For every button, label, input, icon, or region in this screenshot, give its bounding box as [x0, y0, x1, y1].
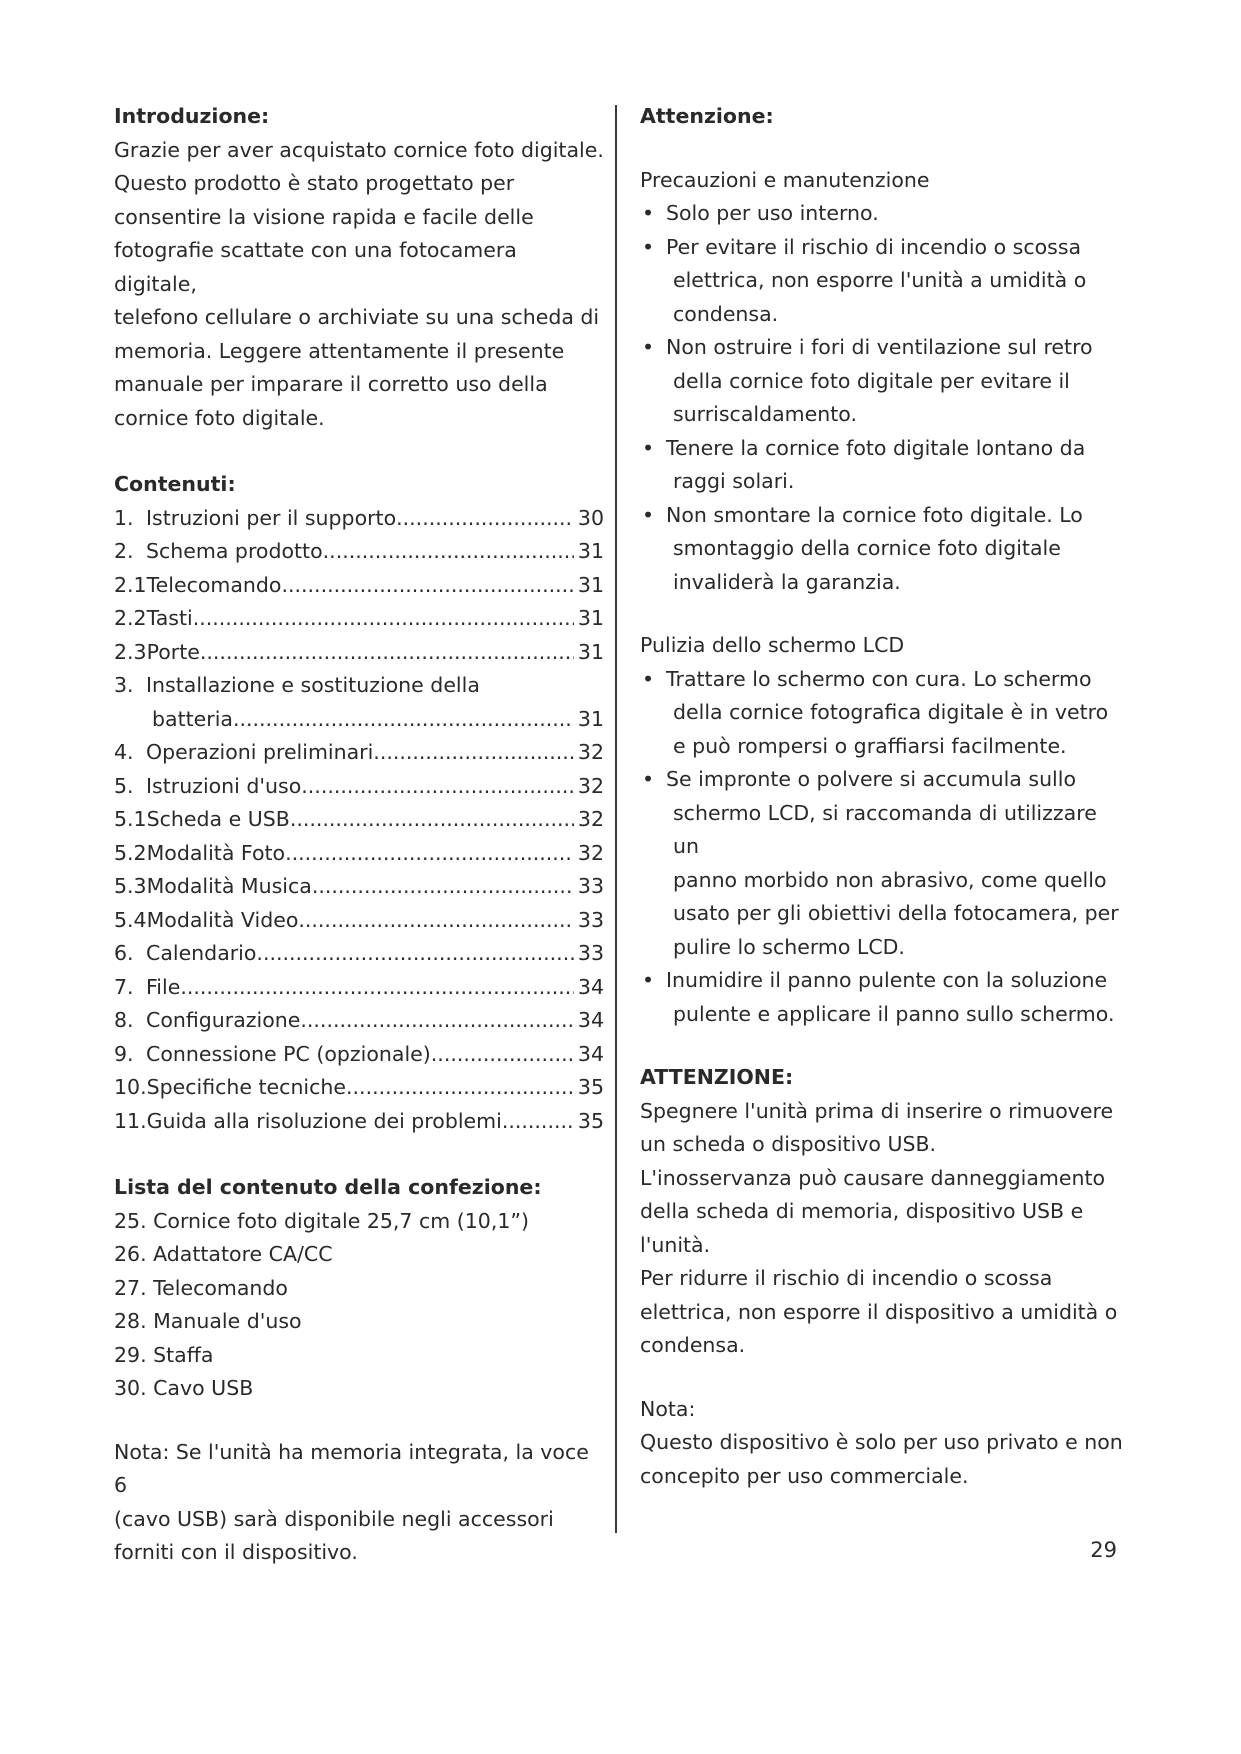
- warning-heading: Attenzione:: [640, 104, 774, 128]
- toc-label: File: [146, 974, 181, 999]
- toc-page-number: 32: [577, 840, 604, 865]
- lcd-cleaning-item: [640, 763, 1125, 964]
- toc-number: 4.: [114, 740, 134, 764]
- toc-number: 5.: [114, 773, 134, 798]
- private-use-note: [640, 1426, 1125, 1493]
- intro-line: telefono cellulare o archiviate su una scheda di: [114, 305, 600, 329]
- toc-entry: [114, 803, 604, 837]
- contents-heading: Contenuti:: [114, 472, 236, 496]
- lcd-cleaning-item: [640, 964, 1125, 1031]
- lcd-cleaning-title: Pulizia dello schermo LCD: [640, 633, 905, 657]
- toc-label: Tasti: [146, 606, 193, 630]
- package-item: 29. Staffa: [114, 1342, 214, 1367]
- bullet-line: e può rompersi o graffiarsi facilmente.: [673, 733, 1067, 758]
- toc-page-number: 33: [577, 907, 604, 932]
- bullet-line: Trattare lo schermo con cura. Lo schermo: [666, 666, 1092, 691]
- toc-number: 1.: [114, 505, 134, 530]
- toc-entry: [114, 937, 604, 971]
- toc-label: Modalità Video: [146, 907, 299, 932]
- precaution-item: [640, 231, 1125, 332]
- toc-page-number: 32: [577, 807, 604, 831]
- note-line: Questo dispositivo è solo per uso privato e non: [640, 1430, 1123, 1454]
- note-line: (cavo USB) sarà disponibile negli accessori: [114, 1506, 554, 1531]
- package-item: 25. Cornice foto digitale 25,7 cm (10,1”): [114, 1208, 530, 1233]
- toc-leader-dots: [193, 602, 574, 636]
- toc-entry: [114, 1071, 604, 1105]
- accessories-note: [114, 1436, 604, 1570]
- bullet-icon: •: [642, 435, 655, 460]
- intro-line: Grazie per aver acquistato cornice foto digitale.: [114, 137, 604, 162]
- package-item: 27. Telecomando: [114, 1275, 288, 1300]
- toc-label: Porte: [146, 639, 200, 664]
- intro-heading: Introduzione:: [114, 104, 270, 128]
- toc-label: Scheda e USB: [146, 807, 290, 831]
- toc-page-number: 35: [577, 1075, 604, 1099]
- bullet-icon: •: [642, 767, 655, 791]
- bullet-line: elettrica, non esporre l'unità a umidità o: [673, 268, 1087, 292]
- toc-label: Calendario: [146, 941, 257, 965]
- bullet-line: Non ostruire i fori di ventilazione sul retro: [666, 335, 1093, 359]
- toc-page-number: 30: [577, 505, 604, 530]
- toc-label: Istruzioni d'uso: [146, 773, 302, 798]
- toc-number: 2.2: [114, 606, 147, 630]
- bullet-icon: •: [642, 968, 655, 992]
- toc-label: Istruzioni per il supporto: [146, 505, 397, 530]
- bullet-icon: •: [642, 335, 655, 359]
- bullet-line: condensa.: [673, 301, 779, 326]
- caution-line: della scheda di memoria, dispositivo USB e: [640, 1199, 1084, 1223]
- toc-label: Specifiche tecniche: [146, 1075, 347, 1099]
- toc-entry: [114, 569, 604, 603]
- bullet-icon: •: [642, 502, 655, 527]
- intro-line: Questo prodotto è stato progettato per: [114, 171, 515, 195]
- toc-page-number: 31: [577, 539, 604, 563]
- precaution-item: [640, 197, 1125, 231]
- intro-line: fotografie scattate con una fotocamera digitale,: [114, 238, 517, 296]
- bullet-line: Non smontare la cornice foto digitale. Lo: [666, 502, 1083, 527]
- toc-entry: [114, 669, 604, 703]
- toc-page-number: 32: [577, 773, 604, 798]
- toc-number: 10.: [114, 1075, 147, 1099]
- toc-number: 11.: [114, 1108, 147, 1133]
- package-item: 28. Manuale d'uso: [114, 1309, 302, 1333]
- bullet-line: usato per gli obiettivi della fotocamera, per: [673, 901, 1119, 925]
- package-contents-list: [114, 1205, 604, 1406]
- toc-page-number: 31: [577, 572, 604, 597]
- left-column: [114, 100, 604, 1570]
- toc-number: 9.: [114, 1041, 134, 1066]
- bullet-icon: •: [642, 201, 655, 225]
- toc-label: batteria: [152, 706, 233, 731]
- caution-line: Per ridurre il rischio di incendio o scossa: [640, 1266, 1053, 1290]
- toc-entry: [114, 1004, 604, 1038]
- toc-entry: [114, 502, 604, 536]
- bullet-icon: •: [642, 234, 655, 259]
- toc-label: Connessione PC (opzionale): [146, 1041, 431, 1066]
- toc-leader-dots: [301, 770, 574, 804]
- toc-entry: [114, 602, 604, 636]
- bullet-line: della cornice fotografica digitale è in vetro: [673, 700, 1109, 724]
- caution-line: elettrica, non esporre il dispositivo a umidità o: [640, 1299, 1118, 1324]
- column-divider: [615, 105, 617, 1533]
- toc-number: 5.3: [114, 874, 147, 898]
- toc-page-number: 34: [577, 974, 604, 999]
- toc-number: 2.1: [114, 572, 147, 597]
- toc-leader-dots: [346, 1071, 574, 1105]
- right-column: [640, 100, 1125, 1493]
- intro-line: manuale per imparare il corretto uso della: [114, 372, 548, 396]
- note-heading: Nota:: [640, 1396, 696, 1421]
- caution-line: L'inosservanza può causare danneggiamento: [640, 1165, 1106, 1190]
- toc-entry: [114, 636, 604, 670]
- precaution-item: [640, 432, 1125, 499]
- toc-leader-dots: [323, 535, 574, 569]
- toc-page-number: 33: [577, 874, 604, 898]
- lcd-cleaning-list: [640, 663, 1125, 1032]
- toc-page-number: 34: [577, 1008, 604, 1032]
- caution-line: un scheda o dispositivo USB.: [640, 1132, 937, 1156]
- toc-page-number: 34: [577, 1041, 604, 1066]
- toc-entry: [114, 535, 604, 569]
- caution-line: l'unità.: [640, 1232, 711, 1257]
- toc-page-number: 31: [577, 606, 604, 630]
- toc-leader-dots: [281, 569, 573, 603]
- toc-leader-dots: [396, 502, 574, 536]
- bullet-line: surriscaldamento.: [673, 402, 857, 426]
- toc-number: 3.: [114, 673, 134, 697]
- toc-number: 6.: [114, 941, 134, 965]
- toc-entry: [114, 904, 604, 938]
- toc-entry: [114, 736, 604, 770]
- bullet-icon: •: [642, 666, 655, 691]
- toc-leader-dots: [431, 1038, 574, 1072]
- toc-number: 2.: [114, 539, 134, 563]
- bullet-line: della cornice foto digitale per evitare il: [673, 368, 1070, 393]
- caution-paragraph: [640, 1095, 1125, 1363]
- toc-page-number: 35: [577, 1108, 604, 1133]
- precautions-title: Precauzioni e manutenzione: [640, 167, 930, 192]
- toc-number: 7.: [114, 974, 134, 999]
- toc-label: Telecomando: [146, 572, 282, 597]
- toc-number: 5.2: [114, 840, 147, 865]
- toc-entry: [114, 703, 604, 737]
- intro-line: memoria. Leggere attentamente il presente: [114, 338, 565, 363]
- toc-page-number: 32: [577, 740, 604, 764]
- package-item: 26. Adattatore CA/CC: [114, 1242, 333, 1266]
- toc-leader-dots: [502, 1105, 574, 1139]
- toc-leader-dots: [200, 636, 574, 670]
- table-of-contents: [114, 502, 604, 1139]
- toc-leader-dots: [233, 703, 574, 737]
- bullet-line: smontaggio della cornice foto digitale: [673, 536, 1061, 560]
- bullet-line: pulire lo schermo LCD.: [673, 934, 905, 959]
- toc-page-number: 31: [577, 706, 604, 731]
- bullet-line: panno morbido non abrasivo, come quello: [673, 867, 1107, 892]
- intro-line: cornice foto digitale.: [114, 405, 325, 430]
- bullet-line: Se impronte o polvere si accumula sullo: [666, 767, 1076, 791]
- caution-heading: ATTENZIONE:: [640, 1065, 794, 1089]
- toc-number: 5.4: [114, 907, 147, 932]
- bullet-line: raggi solari.: [673, 469, 795, 493]
- precaution-item: [640, 331, 1125, 432]
- toc-label: Modalità Musica: [146, 874, 312, 898]
- toc-label: Configurazione: [146, 1008, 301, 1032]
- toc-label: Installazione e sostituzione della: [146, 673, 480, 697]
- toc-entry: [114, 1105, 604, 1139]
- toc-entry: [114, 1038, 604, 1072]
- lcd-cleaning-item: [640, 663, 1125, 764]
- toc-number: 8.: [114, 1008, 134, 1032]
- bullet-line: schermo LCD, si raccomanda di utilizzare un: [673, 800, 1097, 858]
- bullet-line: Solo per uso interno.: [666, 201, 879, 225]
- note-line: forniti con il dispositivo.: [114, 1540, 358, 1564]
- package-item: 30. Cavo USB: [114, 1376, 254, 1400]
- precaution-item: [640, 499, 1125, 600]
- bullet-line: invaliderà la garanzia.: [673, 569, 901, 594]
- toc-label: Guida alla risoluzione dei problemi: [146, 1108, 502, 1133]
- bullet-line: Tenere la cornice foto digitale lontano da: [666, 435, 1086, 460]
- toc-entry: [114, 870, 604, 904]
- toc-leader-dots: [373, 736, 574, 770]
- bullet-line: Per evitare il rischio di incendio o scossa: [666, 234, 1082, 259]
- toc-entry: [114, 971, 604, 1005]
- intro-paragraph: [114, 134, 604, 436]
- toc-leader-dots: [298, 904, 574, 938]
- page-number: 29: [1090, 1538, 1117, 1562]
- toc-leader-dots: [290, 803, 574, 837]
- toc-entry: [114, 770, 604, 804]
- toc-leader-dots: [256, 937, 573, 971]
- toc-leader-dots: [312, 870, 574, 904]
- caution-line: condensa.: [640, 1333, 746, 1357]
- package-heading: Lista del contenuto della confezione:: [114, 1175, 542, 1199]
- toc-number: 2.3: [114, 639, 147, 664]
- toc-page-number: 31: [577, 639, 604, 664]
- toc-leader-dots: [180, 971, 574, 1005]
- toc-page-number: 33: [577, 941, 604, 965]
- toc-number: 5.1: [114, 807, 147, 831]
- bullet-line: Inumidire il panno pulente con la soluzione: [666, 968, 1108, 992]
- bullet-line: pulente e applicare il panno sullo schermo.: [673, 1001, 1115, 1026]
- intro-line: consentire la visione rapida e facile delle: [114, 204, 534, 229]
- toc-label: Operazioni preliminari: [146, 740, 374, 764]
- toc-leader-dots: [285, 837, 574, 871]
- note-line: Nota: Se l'unità ha memoria integrata, la voce 6: [114, 1439, 589, 1497]
- toc-entry: [114, 837, 604, 871]
- toc-leader-dots: [300, 1004, 574, 1038]
- toc-label: Modalità Foto: [146, 840, 286, 865]
- precautions-list: [640, 197, 1125, 599]
- toc-label: Schema prodotto: [146, 539, 323, 563]
- note-line: concepito per uso commerciale.: [640, 1463, 969, 1488]
- caution-line: Spegnere l'unità prima di inserire o rimuovere: [640, 1098, 1114, 1123]
